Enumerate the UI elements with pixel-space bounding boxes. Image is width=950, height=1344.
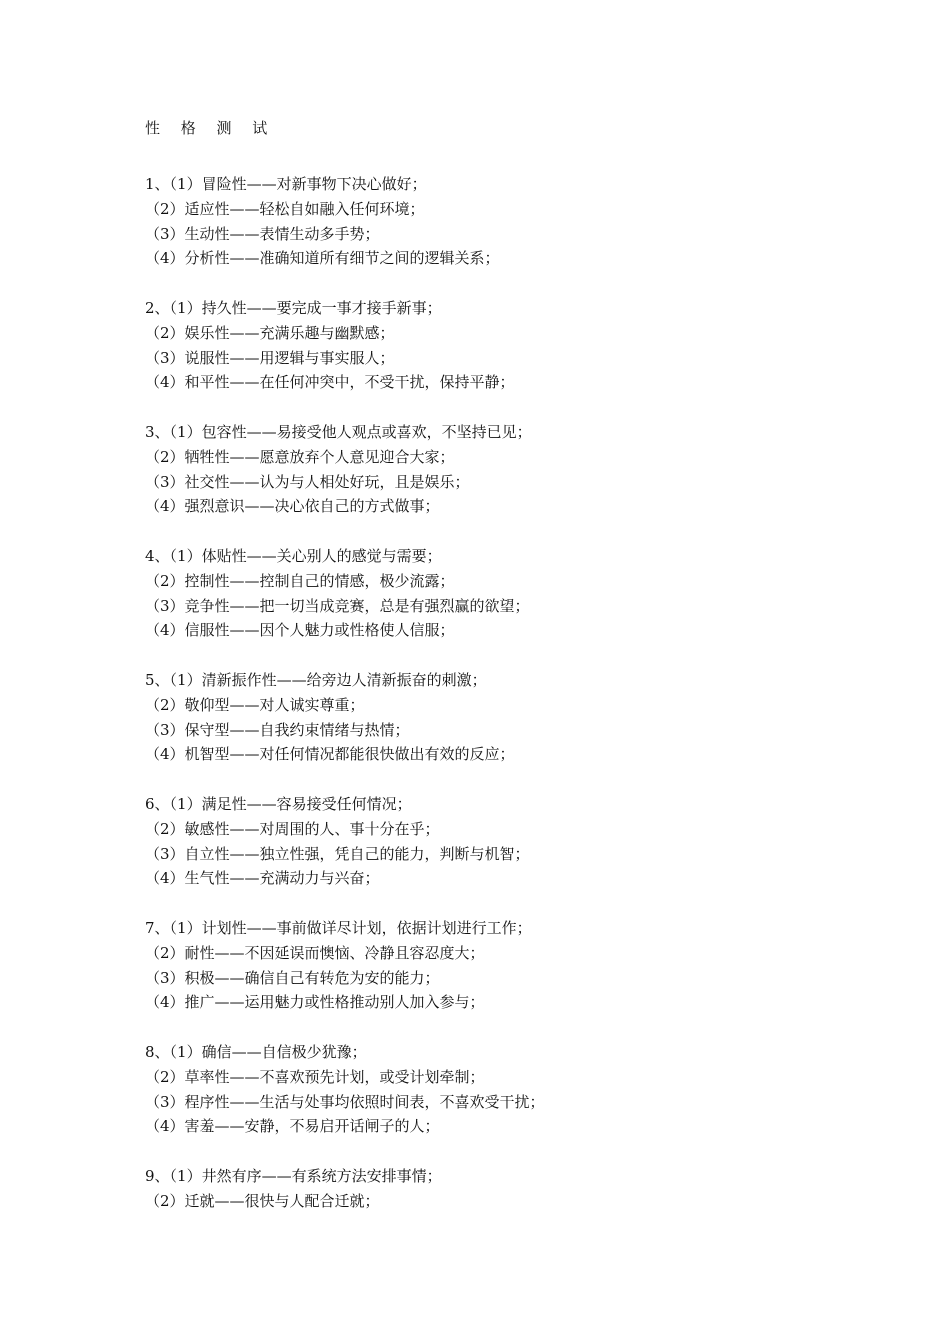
question-line: （2）控制性——控制自己的情感，极少流露；	[145, 571, 455, 590]
question-line: 8、（1）确信——自信极少犹豫；	[145, 1043, 367, 1061]
question-line: 9、（1）井然有序——有系统方法安排事情；	[145, 1167, 442, 1185]
question-line: （2）迁就——很快与人配合迁就；	[145, 1191, 380, 1210]
question-line: （4）机智型——对任何情况都能很快做出有效的反应；	[145, 745, 515, 764]
question-line: （3）说服性——用逻辑与事实服人；	[145, 348, 395, 367]
question-line: （4）分析性——准确知道所有细节之间的逻辑关系；	[145, 249, 500, 268]
question-line: （4）和平性——在任何冲突中，不受干扰，保持平静；	[145, 373, 515, 392]
question-line: （2）适应性——轻松自如融入任何环境；	[145, 199, 425, 218]
question-line: （3）保守型——自我约束情绪与热情；	[145, 720, 410, 739]
question-line: （4）生气性——充满动力与兴奋；	[145, 869, 380, 888]
question-line: 2、（1）持久性——要完成一事才接手新事；	[145, 299, 442, 317]
question-line: （2）娱乐性——充满乐趣与幽默感；	[145, 323, 395, 342]
question-4	[145, 544, 905, 643]
question-line: （4）推广——运用魅力或性格推动别人加入参与；	[145, 993, 485, 1012]
question-line: （2）牺牲性——愿意放弃个人意见迎合大家；	[145, 447, 455, 466]
question-9	[145, 1164, 905, 1214]
question-line: （4）强烈意识——决心依自己的方式做事；	[145, 497, 440, 516]
question-line: （3）社交性——认为与人相处好玩，且是娱乐；	[145, 472, 470, 491]
question-8	[145, 1040, 905, 1139]
question-line: 7、（1）计划性——事前做详尽计划，依据计划进行工作；	[145, 919, 532, 937]
question-line: （3）竞争性——把一切当成竞赛，总是有强烈赢的欲望；	[145, 596, 530, 615]
question-6	[145, 792, 905, 891]
question-line: （2）敏感性——对周围的人、事十分在乎；	[145, 819, 440, 838]
question-line: （3）生动性——表情生动多手势；	[145, 224, 380, 243]
question-line: （2）敬仰型——对人诚实尊重；	[145, 695, 365, 714]
question-1	[145, 172, 905, 271]
question-line: 1、（1）冒险性——对新事物下决心做好；	[145, 175, 427, 193]
question-line: （4）害羞——安静，不易启开话闸子的人；	[145, 1117, 440, 1136]
question-line: （2）耐性——不因延误而懊恼、冷静且容忍度大；	[145, 943, 485, 962]
question-line: （3）自立性——独立性强，凭自己的能力，判断与机智；	[145, 844, 530, 863]
question-line: 3、（1）包容性——易接受他人观点或喜欢，不坚持已见；	[145, 423, 532, 441]
document-title: 性 格 测 试	[145, 119, 276, 137]
question-line: 4、（1）体贴性——关心别人的感觉与需要；	[145, 547, 442, 565]
question-line: （3）积极——确信自己有转危为安的能力；	[145, 968, 440, 987]
document-body	[145, 116, 905, 1239]
question-2	[145, 296, 905, 395]
question-5	[145, 668, 905, 767]
question-line: （2）草率性——不喜欢预先计划，或受计划牵制；	[145, 1067, 485, 1086]
question-line: （3）程序性——生活与处事均依照时间表，不喜欢受干扰；	[145, 1092, 545, 1111]
question-7	[145, 916, 905, 1015]
question-3	[145, 420, 905, 519]
question-line: （4）信服性——因个人魅力或性格使人信服；	[145, 621, 455, 640]
question-line: 5、（1）清新振作性——给旁边人清新振奋的刺激；	[145, 671, 487, 689]
question-line: 6、（1）满足性——容易接受任何情况；	[145, 795, 412, 813]
